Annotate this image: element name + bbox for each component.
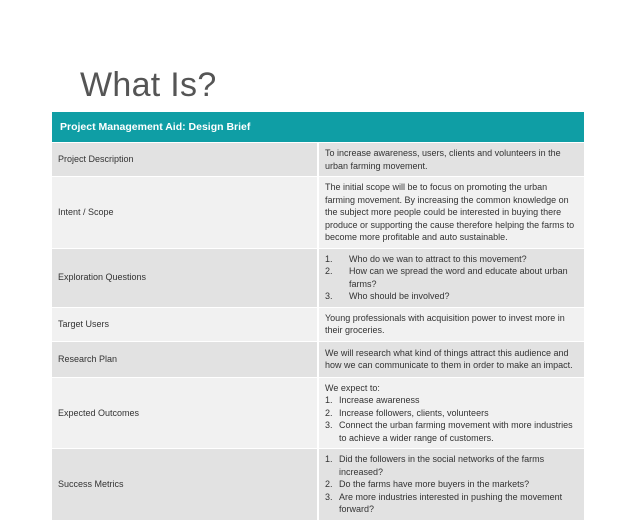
row-research-plan <box>52 341 584 377</box>
list-number: 2. <box>325 479 333 489</box>
list-item <box>325 394 578 407</box>
list-item <box>325 478 578 491</box>
list-number: 2. <box>325 266 333 276</box>
row-exploration-questions <box>52 248 584 307</box>
list-number: 1. <box>325 454 333 464</box>
row-list-cell <box>318 449 584 521</box>
list-number: 3. <box>325 291 333 301</box>
row-label: Intent / Scope <box>52 177 318 249</box>
row-success-metrics <box>52 449 584 521</box>
metrics-list <box>325 453 578 516</box>
row-label: Expected Outcomes <box>52 377 318 449</box>
row-text: To increase awareness, users, clients and volunteers in the urban farming movement. <box>318 143 584 177</box>
list-number: 1. <box>325 253 333 264</box>
list-item <box>325 290 578 303</box>
list-item <box>325 491 578 516</box>
row-label: Target Users <box>52 307 318 341</box>
list-text: Did the followers in the social networks of the farms increased? <box>339 454 545 477</box>
list-item <box>325 419 578 444</box>
row-text: We will research what kind of things attract this audience and how we can communicate to them in order to make an impact. <box>318 341 584 377</box>
row-text: The initial scope will be to focus on promoting the urban farming movement. By increasing the common knowledge on the subject more people could be interested in buying there produce or supporting the cause therefore helping the farms to become more profitable and auto sustainable. <box>318 177 584 249</box>
row-label: Exploration Questions <box>52 248 318 307</box>
row-label: Project Description <box>52 143 318 177</box>
list-text: Increase followers, clients, volunteers <box>339 407 489 418</box>
row-project-description <box>52 143 584 177</box>
list-item <box>325 453 578 478</box>
list-text: Are more industries interested in pushing the movement forward? <box>339 491 563 514</box>
list-text: Increase awareness <box>339 395 420 405</box>
table-header-row <box>52 112 584 143</box>
row-text: Young professionals with acquisition power to invest more in their groceries. <box>318 307 584 341</box>
slide-title: What Is? <box>80 66 217 104</box>
list-number: 3. <box>325 491 333 502</box>
outcome-list <box>325 394 578 444</box>
list-item <box>325 265 578 290</box>
list-text: Connect the urban farming movement with more industries to achieve a wider range of customers. <box>339 420 573 443</box>
design-brief-table <box>52 112 584 521</box>
table-header: Project Management Aid: Design Brief <box>52 112 584 143</box>
list-text: Who do we wan to attract to this movement? <box>349 253 527 264</box>
list-intro: We expect to: <box>325 382 380 393</box>
question-list <box>325 253 578 303</box>
row-expected-outcomes <box>52 377 584 449</box>
list-text: How can we spread the word and educate about urban farms? <box>349 266 568 289</box>
row-intent-scope <box>52 177 584 249</box>
list-number: 3. <box>325 420 333 430</box>
row-label: Success Metrics <box>52 449 318 521</box>
list-item <box>325 253 578 266</box>
row-target-users <box>52 307 584 341</box>
list-number: 2. <box>325 407 333 418</box>
list-text: Do the farms have more buyers in the markets? <box>339 479 530 489</box>
list-item <box>325 407 578 420</box>
row-label: Research Plan <box>52 341 318 377</box>
row-list-cell <box>318 377 584 449</box>
row-list-cell <box>318 248 584 307</box>
list-number: 1. <box>325 395 333 405</box>
list-text: Who should be involved? <box>349 291 450 301</box>
